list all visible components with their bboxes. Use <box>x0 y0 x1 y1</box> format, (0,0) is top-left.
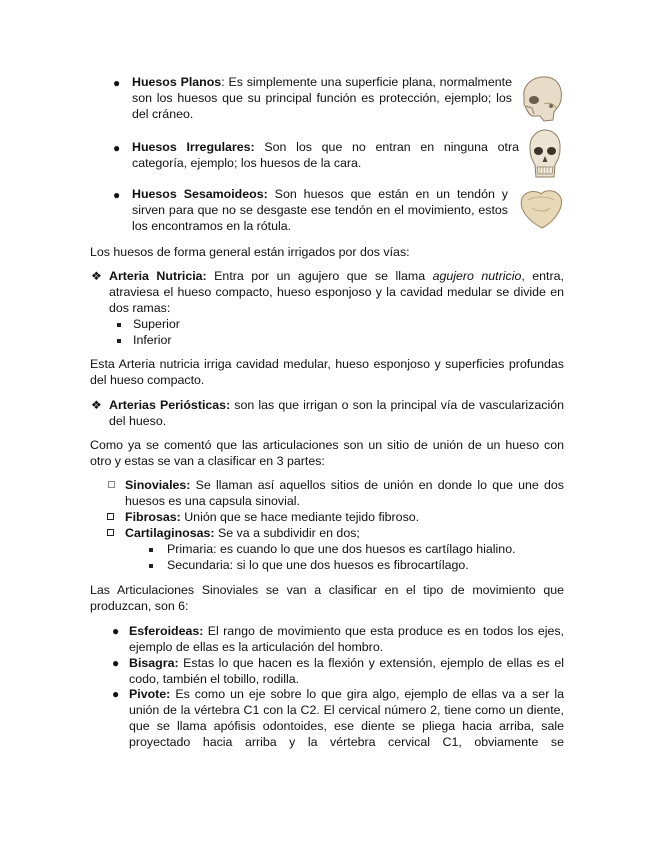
square-bullet <box>149 564 153 568</box>
skull-side-image <box>518 74 564 124</box>
bullet: ● <box>112 656 120 670</box>
bullet: ● <box>113 141 121 155</box>
bullet: ● <box>112 687 120 701</box>
branch-superior: Superior <box>133 317 180 331</box>
bullet: ● <box>112 624 120 638</box>
list-item-esferoideas: Esferoideas: El rango de movimiento que esta produce es en todos los ejes, ejemplo de ellas es la articulación del hombro. <box>129 624 564 654</box>
list-item-cartilaginosas: Cartilaginosas: Se va a subdividir en dos; <box>125 526 360 540</box>
patella-image <box>518 186 564 230</box>
bullet: ● <box>113 76 121 90</box>
sub-item-primaria: Primaria: es cuando lo que une dos huesos es cartílago hialino. <box>167 542 516 556</box>
square-bullet <box>117 323 121 327</box>
checkbox-bullet <box>108 481 115 488</box>
list-item-pivote: Pivote: Es como un eje sobre lo que gira algo, ejemplo de ellas va a ser la unión de la vértebra C1 con la C2. El cervical número 2, tiene como un diente, que se llama apófisis odontoides, ese diente se pliega hacia arriba, sale proyectado hacia arriba y la vértebra cervical C1, obviamente se <box>129 687 564 749</box>
paragraph-joints-intro: Como ya se comentó que las articulaciones son un sitio de unión de un hueso con otro y estas se van a clasificar en 3 partes: <box>90 438 564 468</box>
paragraph-synovial-intro: Las Articulaciones Sinoviales se van a clasificar en el tipo de movimiento que produzcan, son 6: <box>90 583 564 613</box>
checkbox-bullet <box>107 513 114 520</box>
list-item-huesos-planos: Huesos Planos: Es simplemente una superficie plana, normalmente son los huesos que su principal función es protección, ejemplo; los del cráneo. <box>132 75 512 121</box>
square-bullet <box>149 548 153 552</box>
list-item-sinoviales: Sinoviales: Se llaman así aquellos sitios de unión en donde lo que une dos huesos es una capsula sinovial. <box>125 478 564 508</box>
skull-front-image <box>526 129 564 181</box>
checkbox-bullet <box>107 529 114 536</box>
diamond-bullet-icon: ❖ <box>91 269 102 283</box>
list-item-arterias-periosticas: Arterias Periósticas: son las que irrigan o son la principal vía de vascularización del hueso. <box>109 398 565 428</box>
list-item-bisagra: Bisagra: Estas lo que hacen es la flexión y extensión, ejemplo de ellas es el codo, también el tobillo, rodilla. <box>129 656 564 686</box>
bullet: ● <box>113 188 121 202</box>
square-bullet <box>117 339 121 343</box>
sub-item-secundaria: Secundaria: si lo que une dos huesos es fibrocartílago. <box>167 558 469 572</box>
list-item-huesos-irregulares: Huesos Irregulares: Son los que no entran en ninguna otra categoría, ejemplo; los huesos de la cara. <box>132 140 520 170</box>
list-item-huesos-sesamoideos: Huesos Sesamoideos: Son huesos que están en un tendón y sirven para que no se desgaste ese tendón en el movimiento, estos los encontramos en la rótula. <box>132 187 509 233</box>
list-item-arteria-nutricia: Arteria Nutricia: Entra por un agujero que se llama agujero nutricio, entra, atraviesa el hueso compacto, hueso esponjoso y la cavidad medular se divide en dos ramas: <box>109 269 564 315</box>
list-item-fibrosas: Fibrosas: Unión que se hace mediante tejido fibroso. <box>125 510 420 524</box>
branch-inferior: Inferior <box>133 333 172 347</box>
paragraph-irrigation-intro: Los huesos de forma general están irrigados por dos vías: <box>90 245 410 259</box>
paragraph-nutricia-note: Esta Arteria nutricia irriga cavidad medular, hueso esponjoso y superficies profundas del hueso compacto. <box>90 357 564 387</box>
diamond-bullet-icon: ❖ <box>91 398 102 412</box>
